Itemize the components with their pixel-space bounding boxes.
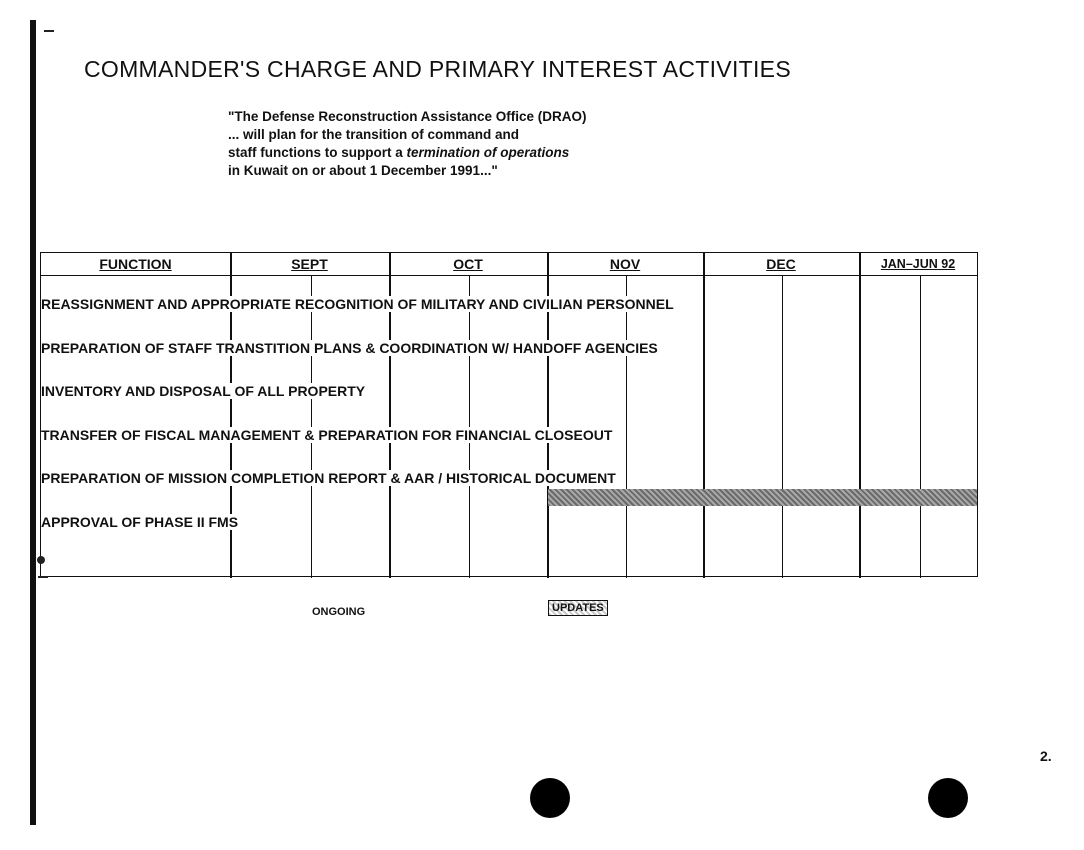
gantt-tick [626,357,627,369]
gantt-tick [389,357,390,369]
gantt-tick [311,357,312,369]
function-row-phase-ii-fms: APPROVAL OF PHASE II FMS [41,514,239,530]
page-left-border [30,20,36,825]
function-row-fiscal-transfer: TRANSFER OF FISCAL MANAGEMENT & PREPARATION FOR FINANCIAL CLOSEOUT [41,427,613,443]
gantt-tick [626,445,627,457]
gantt-tick [469,401,470,413]
gantt-tick [703,401,704,413]
gantt-tick [782,401,783,413]
quote-line-4: in Kuwait on or about 1 December 1991..." [228,163,498,178]
quote-line-2: ... will plan for the transition of command and [228,127,520,142]
quote-line-3 [228,144,586,162]
function-row-staff-transition: PREPARATION OF STAFF TRANSTITION PLANS & COORDINATION W/ HANDOFF AGENCIES [41,340,658,356]
gantt-tick [230,313,231,325]
header-nov: NOV [609,256,641,272]
gantt-tick [389,401,390,413]
gantt-tick [389,445,390,457]
page-number: 2. [1040,748,1052,764]
page-title: COMMANDER'S CHARGE AND PRIMARY INTEREST ACTIVITIES [84,56,791,82]
activity-schedule-table [40,252,978,577]
gantt-tick [469,313,470,325]
legend-ongoing: ONGOING [312,606,366,618]
gantt-tick [230,401,231,413]
gantt-tick [311,445,312,457]
gantt-tick [230,357,231,369]
quote-line-1: "The Defense Reconstruction Assistance Office (DRAO) [228,109,587,124]
gantt-tick [703,357,704,369]
activity-bar-updates [548,489,977,506]
gantt-tick [626,401,627,413]
gantt-tick [469,357,470,369]
gantt-tick [547,445,548,457]
header-jan-jun-92: JAN–JUN 92 [880,257,956,271]
function-row-reassignment: REASSIGNMENT AND APPROPRIATE RECOGNITION OF MILITARY AND CIVILIAN PERSONNEL [41,296,674,312]
header-function: FUNCTION [99,256,172,272]
col-divider-jan-mid [920,275,921,578]
header-oct: OCT [453,256,483,272]
quote-line-3-text: staff functions to support a [228,145,407,160]
function-row-inventory: INVENTORY AND DISPOSAL OF ALL PROPERTY [41,383,366,399]
quote-emphasis: termination of operations [406,145,570,160]
scan-speck [44,30,54,32]
legend-updates: UPDATES [548,600,608,616]
gantt-tick [311,401,312,413]
gantt-tick [311,313,312,325]
col-divider-dec [859,253,861,578]
gantt-tick [389,313,390,325]
col-divider-nov [703,253,705,578]
gantt-tick [782,313,783,325]
scan-speck [38,576,48,578]
gantt-tick [547,357,548,369]
header-dec: DEC [766,256,796,272]
gantt-tick [782,445,783,457]
table-header-row [41,253,977,276]
mission-quote [228,108,586,180]
header-sept: SEPT [291,256,328,272]
gantt-tick [703,313,704,325]
gantt-tick [469,445,470,457]
gantt-tick [782,357,783,369]
function-row-mission-report: PREPARATION OF MISSION COMPLETION REPORT & AAR / HISTORICAL DOCUMENT [41,470,616,486]
gantt-tick [703,445,704,457]
gantt-tick [547,313,548,325]
scan-speck [37,556,45,564]
binder-hole-right [928,778,968,818]
gantt-tick [626,313,627,325]
gantt-tick [230,445,231,457]
binder-hole-left [530,778,570,818]
gantt-tick [547,401,548,413]
